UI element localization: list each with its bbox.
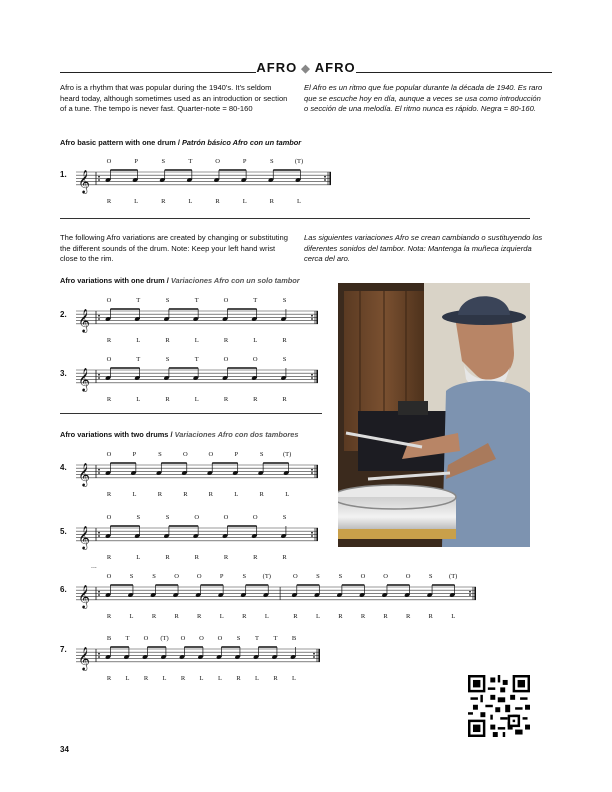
sticking-label: R xyxy=(106,674,112,682)
sound-label: S xyxy=(428,573,433,580)
sticking-label: L xyxy=(199,674,204,682)
sticking-label: R xyxy=(253,553,258,561)
repeat-dot xyxy=(311,374,313,376)
sound-label: O xyxy=(217,635,223,642)
sticking-label: R xyxy=(157,490,163,498)
sound-label: S xyxy=(236,635,241,642)
sticking-label: R xyxy=(259,490,264,498)
sound-label: S xyxy=(316,573,320,580)
title-es: AFRO xyxy=(314,60,356,75)
sound-label: O xyxy=(106,158,112,165)
sound-label: T xyxy=(273,635,278,642)
section-divider xyxy=(60,218,530,219)
sound-label: O xyxy=(223,356,229,363)
sound-label: O xyxy=(194,514,200,521)
sound-label: O xyxy=(215,158,220,165)
repeat-dot xyxy=(311,469,313,471)
treble-clef-icon: 𝄞 xyxy=(78,647,90,670)
repeat-dot xyxy=(98,591,100,593)
sound-label: S xyxy=(165,514,170,521)
title-rule-right xyxy=(356,72,552,73)
sound-label: O xyxy=(252,514,258,521)
repeat-dot xyxy=(313,656,315,658)
sticking-label: R xyxy=(106,336,112,344)
page-number: 34 xyxy=(60,745,69,754)
sound-label: S xyxy=(165,297,170,304)
intro-spanish: El Afro es un ritmo que fue popular durante la década de 1940. Es raro que se escuche hoy en día, aunque a veces se usa como introducción o sección de una melodía. El ritmo nunca es rápido. Negra = 80-160. xyxy=(304,83,543,114)
sound-label: O xyxy=(106,297,112,304)
repeat-dot xyxy=(324,176,326,178)
sound-label: T xyxy=(125,635,130,642)
sound-label: T xyxy=(136,356,141,363)
sticking-label: L xyxy=(125,674,130,682)
sticking-label: R xyxy=(106,553,112,561)
exercise-4-staff xyxy=(76,447,326,503)
sticking-label: L xyxy=(451,612,456,620)
qr-code xyxy=(468,675,530,737)
sound-label: B xyxy=(106,635,112,642)
repeat-dot xyxy=(311,532,313,534)
sticking-label: R xyxy=(194,553,199,561)
sound-label: T xyxy=(188,158,193,165)
sticking-label: R xyxy=(197,612,202,620)
sticking-label: L xyxy=(136,395,141,403)
sticking-label: L xyxy=(136,553,141,561)
sticking-label: R xyxy=(174,612,179,620)
sticking-label: R xyxy=(338,612,343,620)
sticking-label: R xyxy=(106,490,112,498)
sound-label: S xyxy=(165,356,170,363)
repeat-dot xyxy=(469,591,471,593)
sticking-label: L xyxy=(194,336,199,344)
repeat-dot xyxy=(98,532,100,534)
exercise-7-staff xyxy=(76,631,328,687)
continuation-mark: ... xyxy=(91,563,97,570)
sound-label: O xyxy=(199,635,204,642)
sticking-label: L xyxy=(285,490,290,498)
sound-label: T xyxy=(136,297,141,304)
exercise-number: 3. xyxy=(60,369,67,378)
sticking-label: L xyxy=(255,674,260,682)
sticking-label: L xyxy=(253,336,258,344)
sound-label: O xyxy=(223,297,229,304)
exercise-1-staff xyxy=(76,154,338,206)
section-divider xyxy=(60,413,322,414)
sound-label: T xyxy=(194,356,199,363)
sound-label: (T) xyxy=(294,158,304,165)
repeat-dot xyxy=(324,179,326,181)
variations-spanish: Las siguientes variaciones Afro se crean cambiando o sustituyendo los diferentes sonidos del tambor. Nota: Mantenga la muñeca izquierda cerca del aro. xyxy=(304,233,543,264)
sticking-label: L xyxy=(292,674,297,682)
sticking-label: R xyxy=(143,674,149,682)
sound-label: S xyxy=(158,451,162,458)
repeat-dot xyxy=(98,318,100,320)
title-en: AFRO xyxy=(256,60,298,75)
sticking-label: R xyxy=(161,197,166,205)
sticking-label: L xyxy=(188,197,193,205)
sound-label: S xyxy=(282,356,287,363)
sound-label: S xyxy=(270,158,274,165)
sticking-label: L xyxy=(218,674,223,682)
repeat-dot xyxy=(98,315,100,317)
repeat-dot xyxy=(98,374,100,376)
sound-label: O xyxy=(106,514,112,521)
title-separator: ◆ xyxy=(301,63,311,75)
sticking-label: R xyxy=(180,674,186,682)
sound-label: S xyxy=(152,573,156,580)
sticking-label: R xyxy=(253,395,258,403)
heading-two-drums: Afro variations with two drums / Variaciones Afro con dos tambores xyxy=(60,430,299,439)
repeat-dot xyxy=(98,472,100,474)
title-rule-left xyxy=(60,72,256,73)
sound-label: O xyxy=(174,573,179,580)
treble-clef-icon: 𝄞 xyxy=(78,170,90,193)
sticking-label: R xyxy=(282,395,287,403)
exercise-6-staff xyxy=(76,569,484,625)
sound-label: P xyxy=(219,573,224,580)
sticking-label: R xyxy=(269,197,275,205)
sound-label: O xyxy=(223,514,229,521)
sticking-label: R xyxy=(183,490,188,498)
sound-label: S xyxy=(129,573,134,580)
exercise-number: 2. xyxy=(60,310,67,319)
sticking-label: R xyxy=(273,674,278,682)
sound-label: B xyxy=(291,635,297,642)
repeat-dot xyxy=(313,653,315,655)
heading-basic-pattern: Afro basic pattern with one drum / Patrón básico Afro con un tambor xyxy=(60,138,302,147)
exercise-number: 5. xyxy=(60,527,67,536)
sound-label: S xyxy=(136,514,141,521)
sticking-label: R xyxy=(215,197,220,205)
sound-label: O xyxy=(180,635,186,642)
sound-label: (T) xyxy=(262,573,271,580)
sound-label: O xyxy=(405,573,411,580)
exercise-3-staff xyxy=(76,352,326,404)
sound-label: S xyxy=(242,573,247,580)
sound-label: S xyxy=(282,297,287,304)
sticking-label: R xyxy=(223,395,229,403)
sound-label: T xyxy=(253,297,258,304)
sticking-label: R xyxy=(223,553,229,561)
heading-one-drum: Afro variations with one drum / Variaciones Afro con un solo tambor xyxy=(60,276,300,285)
percussionist-photo xyxy=(338,283,530,547)
exercise-number: 6. xyxy=(60,585,67,594)
sticking-label: R xyxy=(106,197,112,205)
sticking-label: R xyxy=(106,612,112,620)
sound-label: O xyxy=(252,356,258,363)
exercise-number: 4. xyxy=(60,463,67,472)
sound-label: S xyxy=(161,158,166,165)
sound-label: T xyxy=(255,635,260,642)
sticking-label: L xyxy=(162,674,167,682)
treble-clef-icon: 𝄞 xyxy=(78,368,90,391)
repeat-dot xyxy=(469,594,471,596)
sound-label: O xyxy=(106,356,112,363)
sound-label: (T) xyxy=(449,573,458,580)
sticking-label: R xyxy=(293,612,298,620)
repeat-dot xyxy=(98,469,100,471)
sticking-label: L xyxy=(134,197,139,205)
sticking-label: R xyxy=(236,674,241,682)
repeat-dot xyxy=(311,318,313,320)
sticking-label: L xyxy=(297,197,301,205)
sticking-label: L xyxy=(242,197,247,205)
sticking-label: R xyxy=(165,336,170,344)
repeat-dot xyxy=(98,535,100,537)
sound-label: P xyxy=(234,451,239,458)
sound-label: S xyxy=(338,573,343,580)
repeat-dot xyxy=(98,653,100,655)
sticking-label: R xyxy=(223,336,229,344)
sticking-label: L xyxy=(234,490,239,498)
sound-label: P xyxy=(134,158,138,165)
repeat-dot xyxy=(98,179,100,181)
sound-label: P xyxy=(242,158,247,165)
exercise-2-staff xyxy=(76,293,326,345)
sticking-label: R xyxy=(405,612,411,620)
sticking-label: R xyxy=(383,612,388,620)
sticking-label: L xyxy=(129,612,134,620)
sticking-label: R xyxy=(165,553,170,561)
sticking-label: R xyxy=(360,612,366,620)
sound-label: O xyxy=(196,573,202,580)
repeat-dot xyxy=(98,594,100,596)
sticking-label: R xyxy=(106,395,112,403)
sticking-label: L xyxy=(219,612,224,620)
exercise-number: 1. xyxy=(60,170,67,179)
repeat-dot xyxy=(311,377,313,379)
sticking-label: R xyxy=(428,612,433,620)
sound-label: O xyxy=(106,451,112,458)
sticking-label: L xyxy=(136,336,141,344)
sound-label: O xyxy=(183,451,188,458)
intro-english: Afro is a rhythm that was popular during the 1940's. It's seldom heard today, although sometimes used as an introduction or section of a tune. The tempo is never fast. Quarter-note = 80-160 xyxy=(60,83,288,114)
repeat-dot xyxy=(98,176,100,178)
repeat-dot xyxy=(98,377,100,379)
sticking-label: R xyxy=(165,395,170,403)
sticking-label: L xyxy=(194,395,199,403)
variations-english: The following Afro variations are created by changing or substituting the different sounds of the drum. Note: Keep your left hand wrist close to the rim. xyxy=(60,233,288,264)
sound-label: O xyxy=(360,573,366,580)
treble-clef-icon: 𝄞 xyxy=(78,585,90,608)
repeat-dot xyxy=(311,472,313,474)
sound-label: O xyxy=(143,635,149,642)
sound-label: S xyxy=(282,514,287,521)
sticking-label: R xyxy=(282,553,287,561)
sound-label: (T) xyxy=(283,451,292,458)
sound-label: T xyxy=(194,297,199,304)
repeat-dot xyxy=(311,315,313,317)
treble-clef-icon: 𝄞 xyxy=(78,463,90,486)
sticking-label: L xyxy=(264,612,269,620)
exercise-5-staff xyxy=(76,510,326,566)
sticking-label: L xyxy=(132,490,137,498)
sound-label: (T) xyxy=(160,635,169,642)
sticking-label: R xyxy=(208,490,213,498)
sound-label: O xyxy=(106,573,112,580)
sound-label: P xyxy=(132,451,137,458)
sticking-label: R xyxy=(151,612,157,620)
sticking-label: R xyxy=(242,612,247,620)
sound-label: O xyxy=(383,573,388,580)
sound-label: O xyxy=(293,573,298,580)
exercise-number: 7. xyxy=(60,645,67,654)
sound-label: O xyxy=(208,451,214,458)
sticking-label: R xyxy=(282,336,287,344)
treble-clef-icon: 𝄞 xyxy=(78,526,90,549)
sticking-label: L xyxy=(315,612,320,620)
repeat-dot xyxy=(98,656,100,658)
sound-label: S xyxy=(259,451,264,458)
treble-clef-icon: 𝄞 xyxy=(78,309,90,332)
repeat-dot xyxy=(311,535,313,537)
